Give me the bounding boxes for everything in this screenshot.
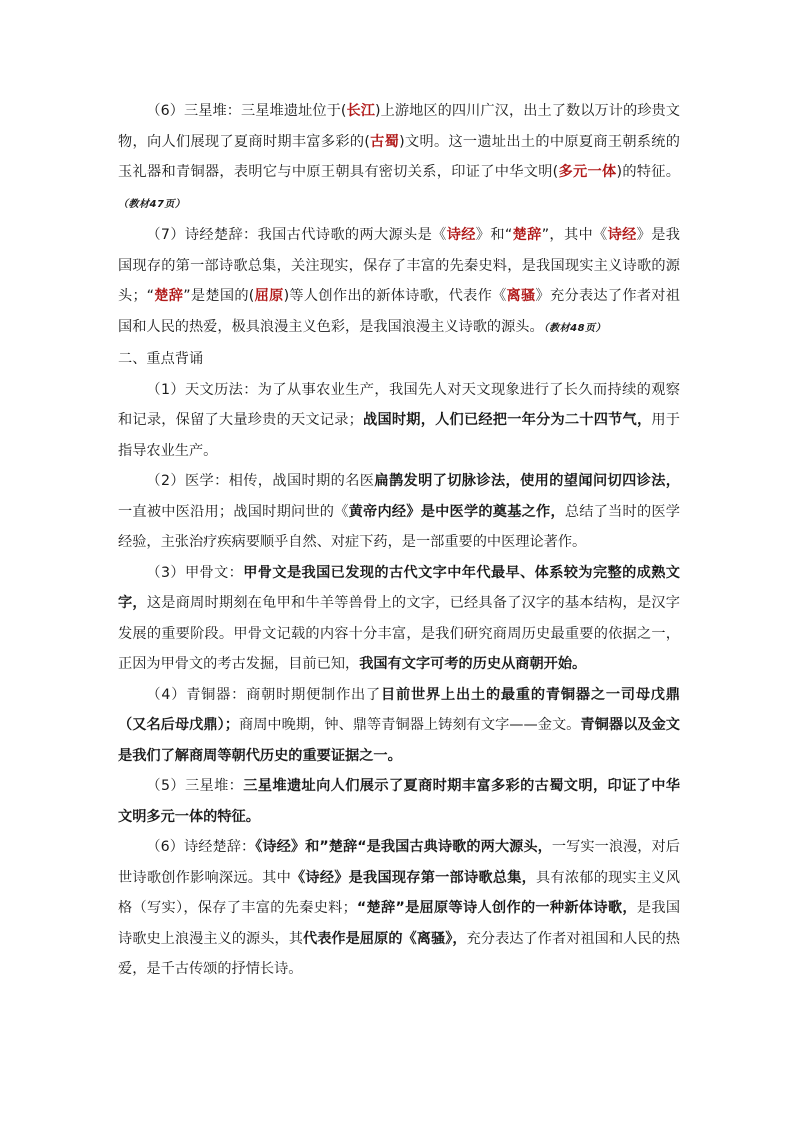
- paragraph-shijing-chuci: [118, 832, 680, 985]
- answer-text: 屈原: [254, 288, 284, 304]
- key-text: 战国时期，人们已经把一年分为二十四节气，: [362, 412, 652, 428]
- answer-text: 多元一体: [558, 164, 617, 180]
- key-text: “楚辞”是屈原等诗人创作的一种新体诗歌，: [356, 900, 637, 916]
- text: （2）医学：相传，战国时期的名医: [146, 473, 375, 489]
- paragraph-bronze: [118, 680, 680, 772]
- text: )等人创作出的新体诗歌，代表作《: [283, 288, 507, 304]
- text: （6）三星堆：三星堆遗址位于(: [146, 103, 347, 119]
- textbook-page-note: （教材47页）: [118, 198, 186, 210]
- paragraph-sanxingdui-blank: [118, 96, 680, 220]
- answer-text: 诗经: [446, 227, 476, 243]
- text: （5）三星堆：: [146, 778, 244, 794]
- answer-text: 长江: [346, 103, 375, 119]
- key-text: 《诗经》是我国现存第一部诗歌总集，: [290, 869, 537, 886]
- key-text: 目前世界上出土的最重的青铜器之一司母戊鼎（又名后母戊鼎）；: [118, 686, 680, 733]
- key-text: 扁鹊发明了切脉诊法，使用的望闻问切四诊法，: [374, 473, 680, 489]
- answer-text: 古蜀: [369, 133, 400, 150]
- text: 这是商周时期刻在龟甲和牛羊等兽骨上的文字，已经具备了汉字的基本结构，是汉字发展的重要阶段。甲骨文记载的内容十分丰富，是我们研究商周历史最重要的依据之一，正因为甲骨文的考古发掘，目前已知，: [118, 595, 680, 672]
- text: （7）诗经楚辞：我国古代诗歌的两大源头是《: [146, 227, 447, 243]
- text: )上游地区的四川广汉，出土了数以万计的珍贵文物，向人们展现了夏商时期丰富多彩的(: [118, 103, 680, 150]
- text: 商周中晚期，钟、鼎等青铜器上铸刻有文字——金文。: [238, 717, 581, 733]
- text: )的特征。: [616, 164, 680, 180]
- text: （6）诗经楚辞：: [146, 839, 256, 855]
- key-text: 《诗经》和”楚辞“是我国古典诗歌的两大源头，: [255, 839, 552, 855]
- text: （4）青铜器：商朝时期便制作出了: [146, 686, 382, 703]
- key-text: 甲骨文是我国已发现的古代文字中年代最早、体系较为完整的成熟文字，: [118, 564, 680, 611]
- answer-text: 诗经: [607, 227, 637, 243]
- text: 》和“: [475, 227, 513, 243]
- text: 充分表达了作者对祖国和人民的热爱，是千古传颂的抒情长诗。: [118, 930, 680, 977]
- key-text: 三星堆遗址向人们展示了夏商时期丰富多彩的古蜀文明，印证了中华文明多元一体的特征。: [118, 778, 680, 825]
- textbook-page-note: （教材48页）: [543, 322, 607, 334]
- text: 用于指导农业生产。: [118, 412, 680, 459]
- text: 一写实一浪漫，对后世诗歌创作影响深远。其中: [118, 839, 680, 886]
- text: （3）甲骨文：: [146, 564, 244, 581]
- document-page: [118, 96, 680, 985]
- paragraph-sanxingdui: [118, 771, 680, 832]
- section-heading: 二、重点背诵: [118, 351, 204, 367]
- key-text: 代表作是屈原的《离骚》，: [302, 930, 467, 947]
- key-text: 黄帝内经》是中医学的奠基之作，: [348, 503, 565, 520]
- text: )文明。这一遗址出土的中原夏商王朝系统的玉礼器和青铜器，表明它与中原王朝具有密切关系，印证了中华文明(: [118, 133, 680, 180]
- answer-text: 楚辞: [154, 288, 184, 304]
- text: ”是楚国的(: [183, 288, 255, 304]
- text: （1）天文历法：为了从事农业生产，我国先人对天文现象进行了长久而持续的观察和记录，保留了大量珍贵的天文记录；: [118, 381, 680, 428]
- text: 》是我国现存的第一部诗歌总集，关注现实，保存了丰富的先秦史料，是我国现实主义诗歌的源头；“: [118, 227, 680, 304]
- text: 》充分表达了作者对祖国和人民的热爱，极具浪漫主义色彩，是我国浪漫主义诗歌的源头。: [118, 288, 680, 335]
- paragraph-shijing-chuci-blank: [118, 220, 680, 344]
- text: 总结了当时的医学经验，主张治疗疾病要顺乎自然、对症下药，是一部重要的中医理论著作。: [118, 503, 680, 550]
- paragraph-oracle-bone: [118, 558, 680, 680]
- text: ”，其中《: [541, 227, 608, 243]
- text: 是我国诗歌史上浪漫主义的源头，其: [118, 900, 681, 947]
- key-text: 我国有文字可考的历史从商朝开始。: [359, 656, 587, 672]
- text: 具有浓郁的现实主义风格（写实），保存了丰富的先秦史料；: [118, 869, 680, 916]
- paragraph-astronomy: [118, 375, 680, 467]
- answer-text: 楚辞: [512, 227, 542, 243]
- text: 一直被中医沿用；战国时期问世的《: [118, 503, 349, 520]
- paragraph-medicine: [118, 466, 680, 558]
- answer-text: 离骚: [506, 288, 536, 304]
- key-text: 青铜器以及金文是我们了解商周等朝代历史的重要证据之一。: [118, 717, 680, 764]
